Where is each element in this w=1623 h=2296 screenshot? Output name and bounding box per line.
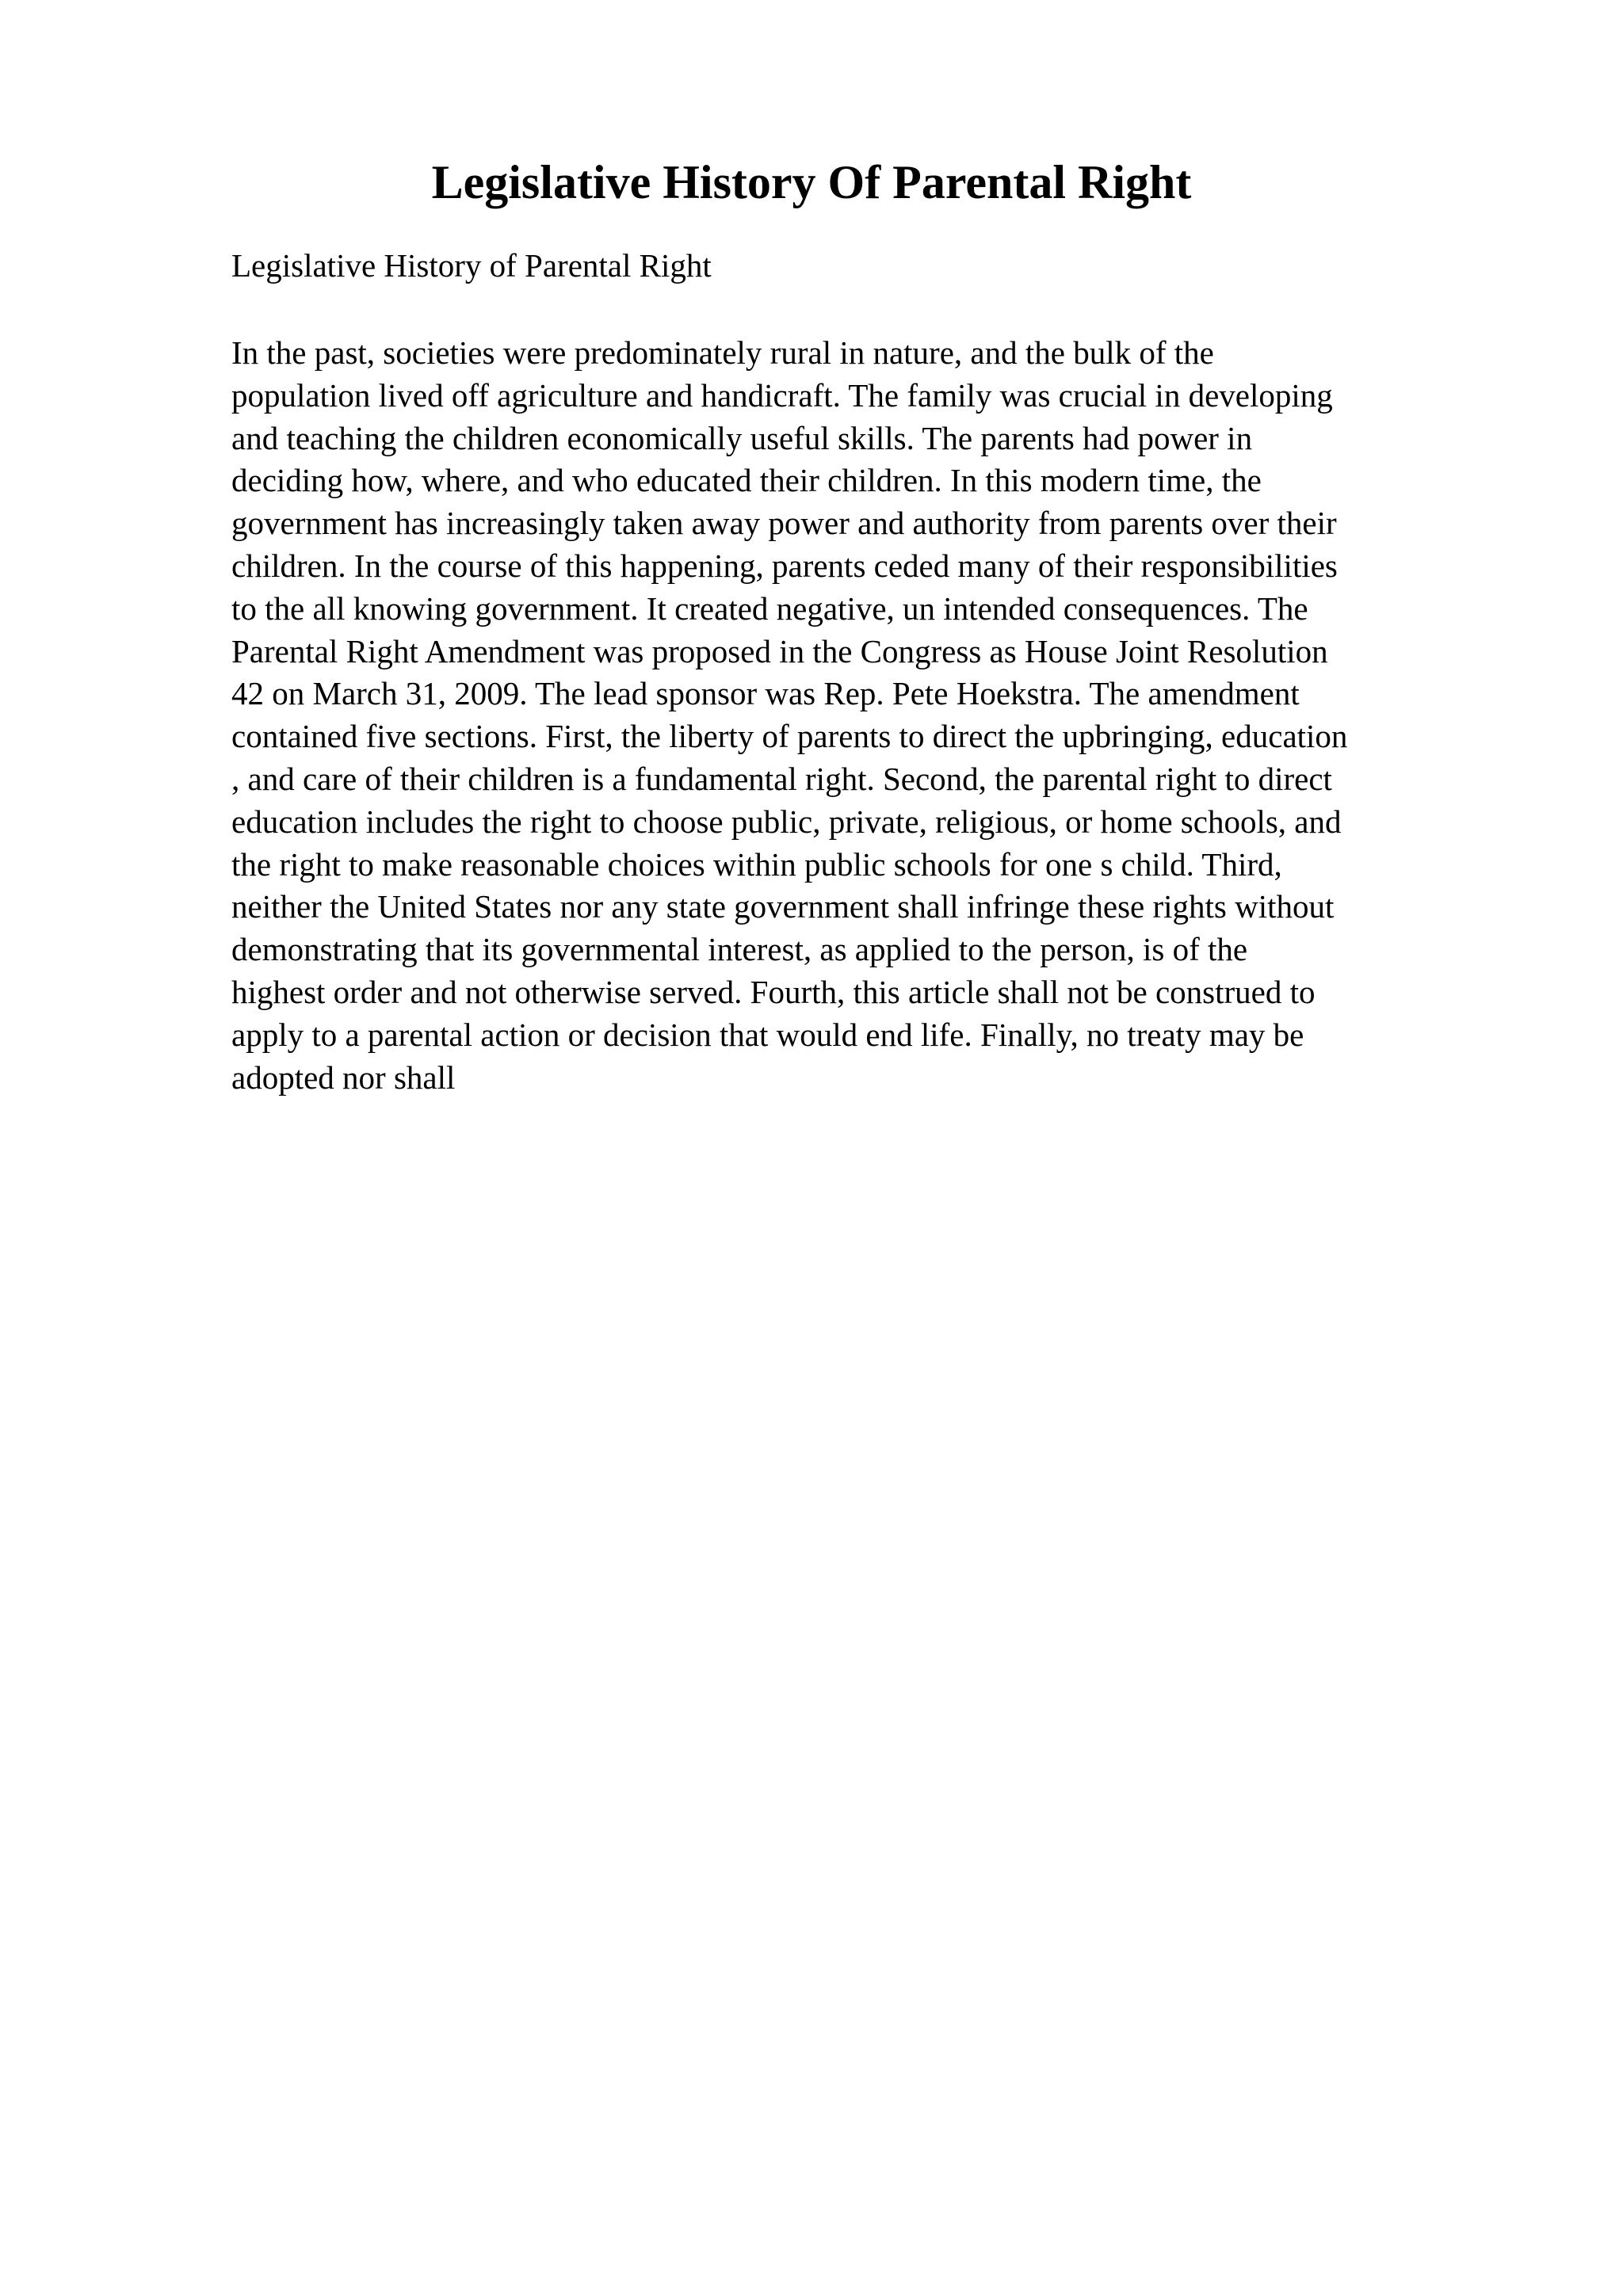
body-line: to the all knowing government. It created negative, un intended consequences. The — [231, 589, 1308, 627]
body-line: children. In the course of this happening, parents ceded many of their responsibilities — [231, 547, 1338, 584]
body-line: 42 on March 31, 2009. The lead sponsor was Rep. Pete Hoekstra. The amendment — [231, 675, 1300, 712]
body-line: demonstrating that its governmental interest, as applied to the person, is of the — [231, 931, 1248, 968]
body-line: government has increasingly taken away power and authority from parents over their — [231, 505, 1337, 542]
document-body — [231, 332, 1523, 1099]
body-line: contained five sections. First, the liberty of parents to direct the upbringing, education — [231, 718, 1348, 755]
body-line: adopted nor shall — [231, 1058, 456, 1096]
document-subtitle: Legislative History of Parental Right — [231, 247, 712, 284]
body-line: the right to make reasonable choices within public schools for one s child. Third, — [231, 845, 1282, 883]
body-line: deciding how, where, and who educated their children. In this modern time, the — [231, 462, 1262, 499]
body-line: apply to a parental action or decision that would end life. Finally, no treaty may be — [231, 1016, 1304, 1053]
body-line: In the past, societies were predominately rural in nature, and the bulk of the — [231, 334, 1214, 371]
body-line: education includes the right to choose public, private, religious, or home schools, and — [231, 803, 1342, 840]
body-line: population lived off agriculture and handicraft. The family was crucial in developing — [231, 376, 1333, 414]
document-title: Legislative History Of Parental Right — [431, 156, 1192, 208]
body-line: neither the United States nor any state government shall infringe these rights without — [231, 888, 1335, 925]
body-line: and teaching the children economically useful skills. The parents had power in — [231, 419, 1253, 456]
body-line: Parental Right Amendment was proposed in the Congress as House Joint Resolution — [231, 632, 1328, 669]
body-line: , and care of their children is a fundamental right. Second, the parental right to direct — [231, 760, 1332, 797]
body-line: highest order and not otherwise served. Fourth, this article shall not be construed to — [231, 973, 1316, 1010]
